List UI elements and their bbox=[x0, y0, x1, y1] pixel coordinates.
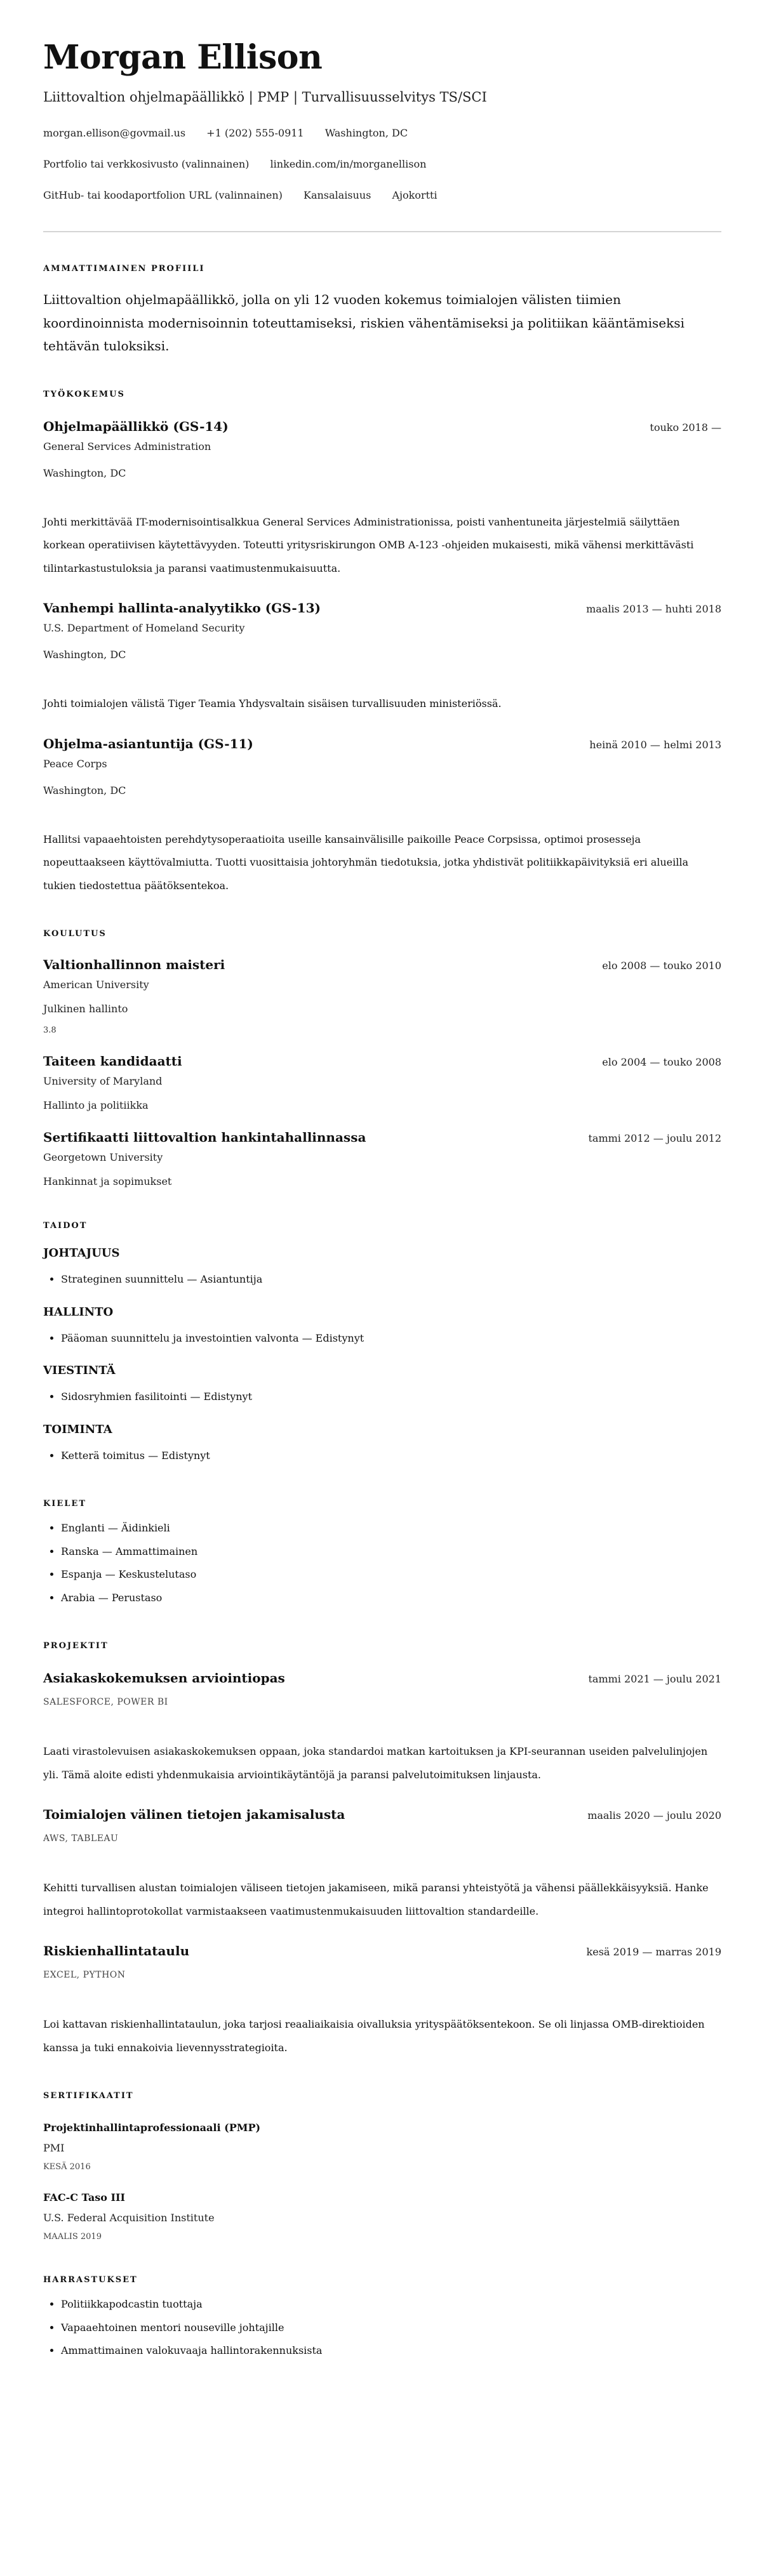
certification-date: MAALIS 2019 bbox=[43, 2232, 102, 2242]
entry-date: kesä 2019 — marras 2019 bbox=[586, 1946, 721, 1958]
entry-header bbox=[43, 599, 721, 617]
entry-date: tammi 2012 — joulu 2012 bbox=[588, 1132, 721, 1144]
education-entry bbox=[43, 1128, 721, 1189]
field-of-study: Hallinto ja politiikka bbox=[43, 1099, 149, 1111]
interest-item: • Politiikkapodcastin tuottaja bbox=[61, 2293, 721, 2316]
job-description: Hallitsi vapaaehtoisten perehdytysoperaatioita useille kansainvälisille paikoille Peace Corpsissa, optimoi prosesseja nopeuttaakseen käyttövalmiutta. Tuotti vuosittaisia johtoryhmän tiedotuksia, jotka yhdistivät politiikkapäivityksiä eri alueilla tukien tiedostettua päätöksentekoa. bbox=[43, 833, 689, 892]
entry-title: Asiakaskokemuksen arviointiopas bbox=[43, 1670, 285, 1686]
profile-text: Liittovaltion ohjelmapäällikkö, jolla on yli 12 vuoden kokemus toimialojen välisten tiimien koordinoinnista modernisoinnin toteuttamiseksi, riskien vähentämiseksi ja politiikan kääntämiseksi tehtävän tuloksiksi. bbox=[43, 292, 685, 353]
certification-entry bbox=[43, 2190, 721, 2243]
skill-group bbox=[43, 1245, 721, 1291]
skills-section bbox=[43, 1220, 721, 1467]
certifications-section bbox=[43, 2090, 721, 2243]
section-title: SERTIFIKAATIT bbox=[43, 2091, 134, 2101]
job-entry bbox=[43, 735, 721, 898]
skill-group-title: JOHTAJUUS bbox=[43, 1246, 120, 1260]
contact-github[interactable]: GitHub- tai koodaportfolion URL (valinnainen) bbox=[43, 189, 283, 201]
languages-section bbox=[43, 1498, 721, 1609]
entry-date: elo 2004 — touko 2008 bbox=[602, 1056, 721, 1068]
entry-date: maalis 2020 — joulu 2020 bbox=[587, 1809, 721, 1821]
certification-name: Projektinhallintaprofessionaali (PMP) bbox=[43, 2122, 261, 2134]
resume-header bbox=[43, 37, 721, 203]
certification-issuer: U.S. Federal Acquisition Institute bbox=[43, 2212, 215, 2224]
entry-header bbox=[43, 956, 721, 974]
language-item: • Englanti — Äidinkieli bbox=[61, 1517, 721, 1540]
section-title: TYÖKOKEMUS bbox=[43, 389, 125, 399]
entry-header bbox=[43, 1806, 721, 1823]
project-description: Loi kattavan riskienhallintataulun, joka tarjosi reaaliaikaisia oivalluksia yrityspäätöksentekoon. Se oli linjassa OMB-direktioiden kanssa ja tuki ennakoivia lievennysstrategioita. bbox=[43, 2018, 705, 2054]
contact-row bbox=[43, 188, 721, 203]
contact-location: Washington, DC bbox=[324, 127, 408, 139]
certification-name: FAC-C Taso III bbox=[43, 2191, 125, 2203]
entry-title: Vanhempi hallinta-analyytikko (GS-13) bbox=[43, 600, 321, 616]
job-entry bbox=[43, 418, 721, 581]
certification-issuer: PMI bbox=[43, 2142, 65, 2154]
section-title: HARRASTUKSET bbox=[43, 2275, 138, 2285]
entry-date: heinä 2010 — helmi 2013 bbox=[589, 738, 721, 751]
education-section bbox=[43, 928, 721, 1189]
contact-linkedin[interactable]: linkedin.com/in/morganellison bbox=[270, 158, 427, 170]
experience-section bbox=[43, 388, 721, 898]
section-title: KIELET bbox=[43, 1499, 87, 1509]
entry-date: touko 2018 — bbox=[650, 421, 721, 433]
skill-list bbox=[43, 1268, 721, 1291]
entry-header bbox=[43, 418, 721, 435]
entry-header bbox=[43, 735, 721, 753]
project-description: Kehitti turvallisen alustan toimialojen väliseen tietojen jakamiseen, mikä paransi yhteistyötä ja vähensi päällekkäisyyksiä. Hanke integroi hallintoprotokollat varmistaakseen vaatimustenmukaisuuden liittovaltion standardeille. bbox=[43, 1882, 709, 1917]
header-divider bbox=[43, 231, 721, 232]
languages-list bbox=[43, 1517, 721, 1609]
language-item: • Arabia — Perustaso bbox=[61, 1587, 721, 1610]
candidate-headline: Liittovaltion ohjelmapäällikkö | PMP | Turvallisuusselvitys TS/SCI bbox=[43, 89, 487, 105]
school-name: University of Maryland bbox=[43, 1075, 163, 1087]
field-of-study: Hankinnat ja sopimukset bbox=[43, 1175, 172, 1187]
skill-group-title: VIESTINTÄ bbox=[43, 1364, 116, 1377]
certification-date: KESÄ 2016 bbox=[43, 2162, 91, 2172]
interest-item: • Ammattimainen valokuvaaja hallintorakennuksista bbox=[61, 2339, 721, 2363]
job-description: Johti merkittävää IT-modernisointisalkkua General Services Administrationissa, poisti vanhentuneita järjestelmiä säilyttäen korkean operatiivisen käytettävyyden. Toteutti yritysriskirungon OMB A-123 -ohjeiden mukaisesti, mikä vähensi merkittävästi tilintarkastustuloksia ja paransi vaatimustenmukaisuutta. bbox=[43, 515, 694, 574]
gpa: 3.8 bbox=[43, 1026, 57, 1035]
project-tech: EXCEL, PYTHON bbox=[43, 1970, 126, 1980]
language-item: • Espanja — Keskustelutaso bbox=[61, 1563, 721, 1587]
interests-list bbox=[43, 2293, 721, 2363]
education-entry bbox=[43, 956, 721, 1037]
entry-header bbox=[43, 1128, 721, 1146]
entry-date: tammi 2021 — joulu 2021 bbox=[588, 1673, 721, 1685]
project-entry bbox=[43, 1942, 721, 2059]
job-organization: U.S. Department of Homeland Security bbox=[43, 622, 245, 634]
projects-section bbox=[43, 1640, 721, 2059]
project-entry bbox=[43, 1669, 721, 1787]
language-item: • Ranska — Ammattimainen bbox=[61, 1540, 721, 1564]
entry-title: Riskienhallintataulu bbox=[43, 1943, 190, 1958]
certification-entry bbox=[43, 2120, 721, 2174]
skill-list bbox=[43, 1444, 721, 1468]
skill-group bbox=[43, 1304, 721, 1351]
skill-item: • Sidosryhmien fasilitointi — Edistynyt bbox=[61, 1385, 721, 1409]
skill-group-title: HALLINTO bbox=[43, 1305, 114, 1319]
contact-row bbox=[43, 157, 721, 172]
entry-header bbox=[43, 1942, 721, 1960]
contact-citizenship: Kansalaisuus bbox=[303, 189, 371, 201]
skill-group bbox=[43, 1363, 721, 1409]
contact-row bbox=[43, 126, 721, 141]
contact-phone[interactable]: +1 (202) 555-0911 bbox=[206, 127, 304, 139]
entry-title: Toimialojen välinen tietojen jakamisalusta bbox=[43, 1807, 345, 1822]
job-location: Washington, DC bbox=[43, 466, 126, 479]
school-name: Georgetown University bbox=[43, 1151, 163, 1163]
education-entry bbox=[43, 1052, 721, 1113]
interest-item: • Vapaaehtoinen mentori nouseville johtajille bbox=[61, 2316, 721, 2340]
skill-group-title: TOIMINTA bbox=[43, 1422, 112, 1436]
entry-title: Taiteen kandidaatti bbox=[43, 1054, 182, 1069]
job-location: Washington, DC bbox=[43, 784, 126, 796]
entry-header bbox=[43, 1052, 721, 1070]
skill-item: • Ketterä toimitus — Edistynyt bbox=[61, 1444, 721, 1468]
skill-item: • Pääoman suunnittelu ja investointien valvonta — Edistynyt bbox=[61, 1327, 721, 1351]
skill-group bbox=[43, 1422, 721, 1468]
section-title: PROJEKTIT bbox=[43, 1641, 109, 1651]
skill-list bbox=[43, 1385, 721, 1409]
entry-title: Sertifikaatti liittovaltion hankintahallinnassa bbox=[43, 1130, 366, 1145]
candidate-name: Morgan Ellison bbox=[43, 38, 323, 77]
profile-section bbox=[43, 263, 721, 358]
job-description: Johti toimialojen välistä Tiger Teamia Yhdysvaltain sisäisen turvallisuuden ministeriössä. bbox=[43, 697, 502, 710]
entry-title: Valtionhallinnon maisteri bbox=[43, 957, 225, 972]
skill-item: • Strateginen suunnittelu — Asiantuntija bbox=[61, 1268, 721, 1291]
job-entry bbox=[43, 599, 721, 716]
section-title: KOULUTUS bbox=[43, 929, 107, 939]
project-description: Laati virastolevuisen asiakaskokemuksen oppaan, joka standardoi matkan kartoituksen ja KPI-seurannan useiden palvelulinjojen yli. Tämä aloite edisti yhdenmukaisia arviointikäytäntöjä ja paransi palvelutoimituksen linjausta. bbox=[43, 1745, 708, 1781]
entry-date: elo 2008 — touko 2010 bbox=[602, 960, 721, 972]
school-name: American University bbox=[43, 979, 149, 991]
section-title: AMMATTIMAINEN PROFIILI bbox=[43, 264, 205, 274]
skill-list bbox=[43, 1327, 721, 1351]
project-tech: SALESFORCE, POWER BI bbox=[43, 1697, 168, 1707]
job-organization: Peace Corps bbox=[43, 757, 107, 770]
contact-license: Ajokortti bbox=[392, 189, 438, 201]
section-title: TAIDOT bbox=[43, 1221, 88, 1231]
entry-title: Ohjelma-asiantuntija (GS-11) bbox=[43, 736, 253, 751]
entry-title: Ohjelmapäällikkö (GS-14) bbox=[43, 418, 229, 434]
entry-header bbox=[43, 1669, 721, 1687]
project-entry bbox=[43, 1806, 721, 1923]
entry-date: maalis 2013 — huhti 2018 bbox=[586, 603, 721, 615]
contact-portfolio[interactable]: Portfolio tai verkkosivusto (valinnainen) bbox=[43, 158, 250, 170]
job-location: Washington, DC bbox=[43, 649, 126, 661]
interests-section bbox=[43, 2274, 721, 2363]
project-tech: AWS, TABLEAU bbox=[43, 1833, 119, 1844]
job-organization: General Services Administration bbox=[43, 440, 211, 452]
contact-email[interactable]: morgan.ellison@govmail.us bbox=[43, 127, 186, 139]
field-of-study: Julkinen hallinto bbox=[43, 1003, 128, 1015]
